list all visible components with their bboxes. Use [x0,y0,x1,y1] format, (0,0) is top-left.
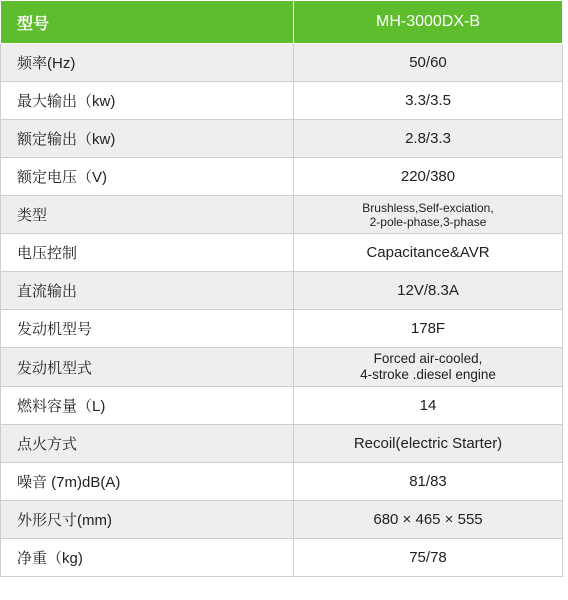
table-row [1,120,563,158]
spec-value: 178F [294,310,563,348]
spec-label: 额定电压（V) [1,158,294,196]
table-row [1,196,563,234]
spec-value: Capacitance&AVR [294,234,563,272]
spec-label: 电压控制 [1,234,294,272]
spec-label: 净重（kg) [1,539,294,577]
spec-value: Recoil(electric Starter) [294,425,563,463]
spec-value: 220/380 [294,158,563,196]
spec-value-line: Forced air-cooled, [373,351,483,366]
spec-value: 81/83 [294,463,563,501]
table-row [1,463,563,501]
table-row [1,310,563,348]
spec-value: 3.3/3.5 [294,82,563,120]
spec-value [294,196,563,234]
header-row [1,1,563,44]
spec-value-line: Brushless,Self-exciation, [362,200,494,215]
spec-label: 发动机型号 [1,310,294,348]
spec-value: 2.8/3.3 [294,120,563,158]
table-row [1,234,563,272]
spec-value: 12V/8.3A [294,272,563,310]
spec-value-line: 4-stroke .diesel engine [360,367,496,382]
spec-label: 噪音 (7m)dB(A) [1,463,294,501]
table-row [1,539,563,577]
spec-label: 频率(Hz) [1,44,294,82]
spec-label: 类型 [1,196,294,234]
spec-value: 680 × 465 × 555 [294,501,563,539]
table-row [1,272,563,310]
table-row [1,82,563,120]
spec-label: 外形尺寸(mm) [1,501,294,539]
spec-label: 点火方式 [1,425,294,463]
table-row [1,348,563,387]
table-row [1,44,563,82]
spec-label: 直流输出 [1,272,294,310]
spec-label: 燃料容量（L) [1,387,294,425]
table-row [1,425,563,463]
table-row [1,387,563,425]
spec-value [294,348,563,387]
spec-label: 额定输出（kw) [1,120,294,158]
header-model: MH-3000DX-B [294,1,563,44]
spec-value: 50/60 [294,44,563,82]
spec-value: 75/78 [294,539,563,577]
spec-value: 14 [294,387,563,425]
spec-value-line: 2-pole-phase,3-phase [369,214,487,229]
header-label: 型号 [1,1,294,44]
spec-label: 发动机型式 [1,348,294,387]
spec-label: 最大输出（kw) [1,82,294,120]
table-row [1,158,563,196]
table-row [1,501,563,539]
